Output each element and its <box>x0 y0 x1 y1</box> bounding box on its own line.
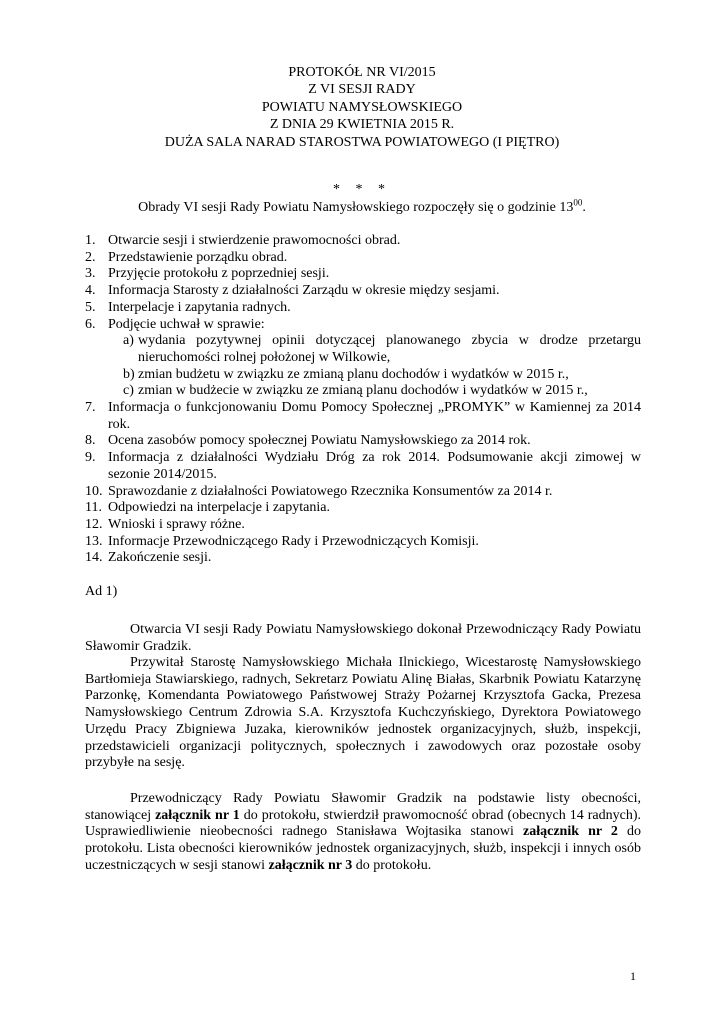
agenda-item-number: 11. <box>85 500 102 516</box>
header-line-session: Z VI SESJI RADY <box>308 82 416 98</box>
agenda-item-text: Otwarcie sesji i stwierdzenie prawomocności obrad. <box>108 233 401 248</box>
agenda-item <box>85 266 641 283</box>
agenda-item <box>85 250 641 267</box>
agenda-item-text: Wnioski i sprawy różne. <box>108 516 245 532</box>
agenda-item-text: Ocena zasobów pomocy społecznej Powiatu Namysłowskiego za 2014 rok. <box>108 433 531 449</box>
agenda-item-text: Interpelacje i zapytania radnych. <box>108 299 291 315</box>
agenda-item-text: Podjęcie uchwał w sprawie: <box>108 316 265 332</box>
opening-sentence <box>0 197 724 217</box>
opening-time-superscript: 00 <box>573 197 583 208</box>
agenda-item-text: Przedstawienie porządku obrad. <box>108 249 288 265</box>
agenda-item-number: 13. <box>85 533 103 549</box>
agenda-item-text: Sprawozdanie z działalności Powiatowego Rzecznika Konsumentów za 2014 r. <box>108 483 553 499</box>
paragraph-attendance <box>85 791 641 875</box>
paragraph-greetings <box>85 655 641 772</box>
header-line-title: PROTOKÓŁ NR VI/2015 <box>288 65 436 80</box>
attachment-1-ref: załącznik nr 1 <box>155 807 240 823</box>
agenda-sub-item <box>108 333 641 366</box>
agenda-item <box>85 450 641 483</box>
paragraph-opening <box>85 622 641 655</box>
agenda-list <box>85 233 641 567</box>
document-header <box>0 64 724 151</box>
page-number: 1 <box>630 969 636 983</box>
agenda-item <box>85 517 641 534</box>
agenda-item <box>85 534 641 551</box>
agenda-sub-list <box>108 333 641 400</box>
agenda-item-number: 12. <box>85 516 103 532</box>
agenda-item-text: Zakończenie sesji. <box>108 550 212 566</box>
agenda-item-text: Informacja z działalności Wydziału Dróg za rok 2014. Podsumowanie akcji zimowej w sezonie 2014/2015. <box>108 450 641 482</box>
agenda-item-number: 1. <box>85 233 96 248</box>
agenda-item <box>85 484 641 501</box>
agenda-item <box>85 300 641 317</box>
attendance-text-4: do protokołu. <box>352 857 432 873</box>
attachment-2-ref: załącznik nr 2 <box>523 824 618 840</box>
agenda-sub-text: zmian budżetu w związku ze zmianą planu dochodów i wydatków w 2015 r., <box>138 366 569 382</box>
agenda-sub-text: zmian w budżecie w związku ze zmianą planu dochodów i wydatków w 2015 r., <box>138 383 588 399</box>
agenda-item <box>85 317 641 401</box>
paragraph-opening-text: Otwarcia VI sesji Rady Powiatu Namysłowskiego dokonał Przewodniczący Rady Powiatu Sławomir Gradzik. <box>85 622 641 654</box>
header-line-county: POWIATU NAMYSŁOWSKIEGO <box>261 99 463 115</box>
agenda-sub-letter: a) <box>123 333 134 349</box>
agenda-item-text: Informacje Przewodniczącego Rady i Przewodniczących Komisji. <box>108 533 479 549</box>
opening-text: Obrady VI sesji Rady Powiatu Namysłowskiego rozpoczęły się o godzinie 13 <box>138 200 574 215</box>
agenda-item-text: Przyjęcie protokołu z poprzedniej sesji. <box>108 266 330 282</box>
agenda-item <box>85 433 641 450</box>
header-line-location: DUŻA SALA NARAD STAROSTWA POWIATOWEGO (I PIĘTRO) <box>164 134 560 150</box>
attendance-text-2: do protokołu, stwierdził prawomocność obrad (obecnych 14 radnych). Usprawiedliwienie nieobecności radnego Stanisława Wojtasika stanowi <box>85 807 641 840</box>
agenda-sub-text: wydania pozytywnej opinii dotyczącej planowanego zbycia w drodze przetargu nieruchomości rolnej położonej w Wilkowie, <box>138 333 641 365</box>
agenda-sub-letter: b) <box>123 366 135 382</box>
agenda-item-number: 8. <box>85 433 96 449</box>
agenda-item <box>85 233 641 250</box>
agenda-item-number: 7. <box>85 400 96 416</box>
agenda-item <box>85 500 641 517</box>
agenda-item-number: 3. <box>85 266 96 282</box>
agenda-item-number: 10. <box>85 483 103 499</box>
agenda-item-number: 9. <box>85 450 96 466</box>
attachment-3-ref: załącznik nr 3 <box>268 857 353 873</box>
agenda-item-text: Informacja o funkcjonowaniu Domu Pomocy Społecznej „PROMYK” w Kamiennej za 2014 rok. <box>108 400 641 432</box>
opening-period: . <box>582 200 586 215</box>
paragraph-greetings-text: Przywitał Starostę Namysłowskiego Michała Ilnickiego, Wicestarostę Namysłowskiego Bartłomieja Stawiarskiego, radnych, Sekretarz Powiatu Alinę Białas, Skarbnik Powiatu Katarzynę Parzonkę, Komendanta Powiatowego Państwowej Straży Pożarnej Krzysztofa Gacka, Prezesa Namysłowskiego Centrum Zdrowia S.A. Krzysztofa Kuchczyńskiego, Dyrektora Powiatowego Urzędu Pracy Zbigniewa Juzaka, kierowników jednostek organizacyjnych, służb, inspekcji, przedstawicieli organizacji politycznych, społecznych i zawodowych oraz pozostałe osoby przybyłe na sesję. <box>85 655 641 771</box>
agenda-item <box>85 400 641 433</box>
agenda-sub-letter: c) <box>123 383 134 399</box>
header-line-date: Z DNIA 29 KWIETNIA 2015 R. <box>269 117 455 133</box>
agenda-item-number: 2. <box>85 249 96 265</box>
agenda-item-number: 5. <box>85 299 96 315</box>
agenda-item-text: Odpowiedzi na interpelacje i zapytania. <box>108 500 330 516</box>
agenda-item-number: 6. <box>85 316 96 332</box>
attendance-text-3: do protokołu. Lista obecności kierowników jednostek organizacyjnych, służb, inspekcji i innych osób uczestniczących w sesji stanowi <box>85 824 641 873</box>
agenda-item <box>85 550 641 567</box>
agenda-item-number: 14. <box>85 550 103 566</box>
agenda-item-text: Informacja Starosty z działalności Zarządu w okresie między sesjami. <box>108 283 500 299</box>
section-separator: * * * <box>333 182 391 197</box>
agenda-item-number: 4. <box>85 283 96 299</box>
attendance-text-1: Przewodniczący Rady Powiatu Sławomir Gradzik na podstawie listy obecności, stanowiącej <box>85 791 641 823</box>
agenda-sub-item <box>108 383 641 400</box>
ad-heading: Ad 1) <box>85 584 118 599</box>
agenda-sub-item <box>108 367 641 384</box>
agenda-item <box>85 283 641 300</box>
